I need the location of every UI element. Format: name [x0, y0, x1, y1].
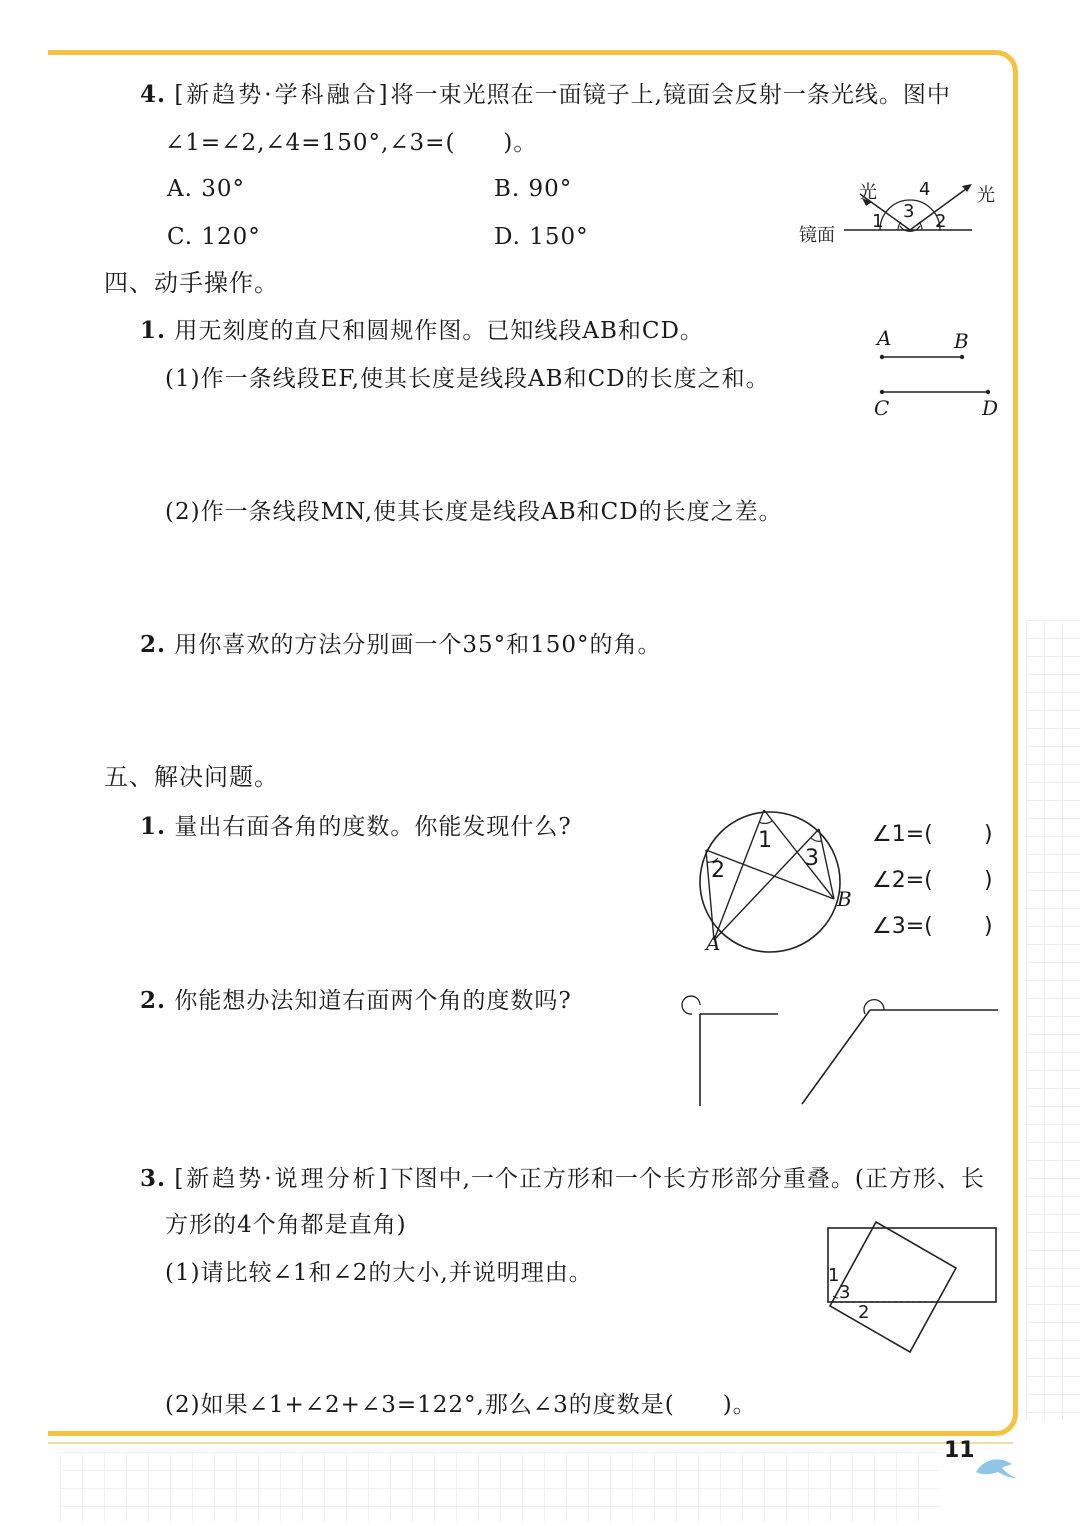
- section4-title: 四、动手操作。: [104, 269, 279, 297]
- q4-text-1: 将一束光照在一面镜子上,镜面会反射一条光线。图中: [390, 82, 951, 108]
- mirror-angle-4: 4: [919, 179, 931, 200]
- grid-margin-bottom: [60, 1452, 940, 1522]
- s5-q3-line1: [140, 1164, 985, 1194]
- s5-q2-text: 你能想办法知道右面两个角的度数吗?: [174, 988, 572, 1014]
- circle-point-a: A: [706, 931, 721, 955]
- point-a-label: A: [877, 326, 892, 350]
- mirror-angle-1: 1: [872, 211, 884, 232]
- s5-q1-number: 1.: [140, 813, 167, 840]
- s5-q3-line2: 方形的4个角都是直角): [165, 1212, 407, 1238]
- s4-q1-sub1: (1)作一条线段EF,使其长度是线段AB和CD的长度之和。: [165, 366, 770, 392]
- s5-q3-number: 3.: [140, 1165, 167, 1192]
- point-d-label: D: [982, 396, 999, 420]
- q4-line2: ∠1=∠2,∠4=150°,∠3=( )。: [165, 130, 538, 156]
- q4-number: 4.: [140, 81, 167, 108]
- square-rectangle-figure: [826, 1218, 1006, 1358]
- s4-q1-line: [140, 316, 704, 346]
- overlap-angle-2: 2: [858, 1302, 870, 1323]
- answer-angle-1-close: ): [984, 822, 993, 847]
- answer-angle-3[interactable]: ∠3=(: [872, 914, 933, 939]
- s4-q2-number: 2.: [140, 631, 167, 658]
- answer-angle-1[interactable]: ∠1=(: [872, 822, 933, 847]
- answer-angle-2-close: ): [984, 868, 993, 893]
- frame-bottom-edge: [48, 1442, 1013, 1444]
- point-c-label: C: [874, 396, 890, 420]
- s5-q3-text-1: 下图中,一个正方形和一个长方形部分重叠。(正方形、长: [390, 1166, 985, 1192]
- circle-angle-1: 1: [758, 828, 772, 853]
- q4-option-c[interactable]: C. 120°: [167, 224, 261, 250]
- point-b-label: B: [954, 329, 969, 353]
- s5-q3-sub1: (1)请比较∠1和∠2的大小,并说明理由。: [165, 1260, 593, 1286]
- grid-margin-right: [1026, 620, 1080, 1420]
- s4-q1-number: 1.: [140, 317, 167, 344]
- circle-angle-3: 3: [805, 846, 819, 871]
- s5-q1-text: 量出右面各角的度数。你能发现什么?: [174, 814, 572, 840]
- mirror-light-in-label: 光: [859, 182, 877, 203]
- s4-q1-text: 用无刻度的直尺和圆规作图。已知线段AB和CD。: [174, 318, 704, 344]
- answer-angle-2[interactable]: ∠2=(: [872, 868, 933, 893]
- s5-q3-tag: [新趋势·说理分析]: [174, 1166, 391, 1192]
- s4-q1-sub2: (2)作一条线段MN,使其长度是线段AB和CD的长度之差。: [165, 499, 783, 525]
- q4-option-d[interactable]: D. 150°: [494, 224, 589, 250]
- s5-q3-sub2: (2)如果∠1+∠2+∠3=122°,那么∠3的度数是( )。: [165, 1392, 757, 1418]
- answer-angle-3-close: ): [984, 914, 993, 939]
- mirror-surface-label: 镜面: [799, 225, 835, 246]
- s4-q2-line: [140, 630, 662, 660]
- circle-angle-2: 2: [711, 858, 725, 883]
- s5-q2-line: [140, 986, 572, 1016]
- section5-title: 五、解决问题。: [104, 763, 279, 791]
- mirror-angle-2: 2: [935, 211, 947, 232]
- two-angles-figure: [680, 990, 1010, 1110]
- q4-line1: [140, 80, 951, 110]
- s5-q1-line: [140, 812, 572, 842]
- q4-option-b[interactable]: B. 90°: [494, 176, 573, 202]
- s5-q2-number: 2.: [140, 987, 167, 1014]
- s4-q2-text: 用你喜欢的方法分别画一个35°和150°的角。: [174, 632, 662, 658]
- mirror-light-out-label: 光: [977, 185, 995, 206]
- q4-option-a[interactable]: A. 30°: [167, 176, 245, 202]
- overlap-angle-3: 3: [839, 1282, 851, 1303]
- q4-tag: [新趋势·学科融合]: [174, 82, 391, 108]
- overlap-angle-1: 1: [828, 1265, 840, 1286]
- dolphin-icon: [974, 1452, 1018, 1482]
- page-number: 11: [944, 1438, 975, 1463]
- circle-point-b: B: [837, 887, 852, 911]
- mirror-angle-3: 3: [903, 201, 915, 222]
